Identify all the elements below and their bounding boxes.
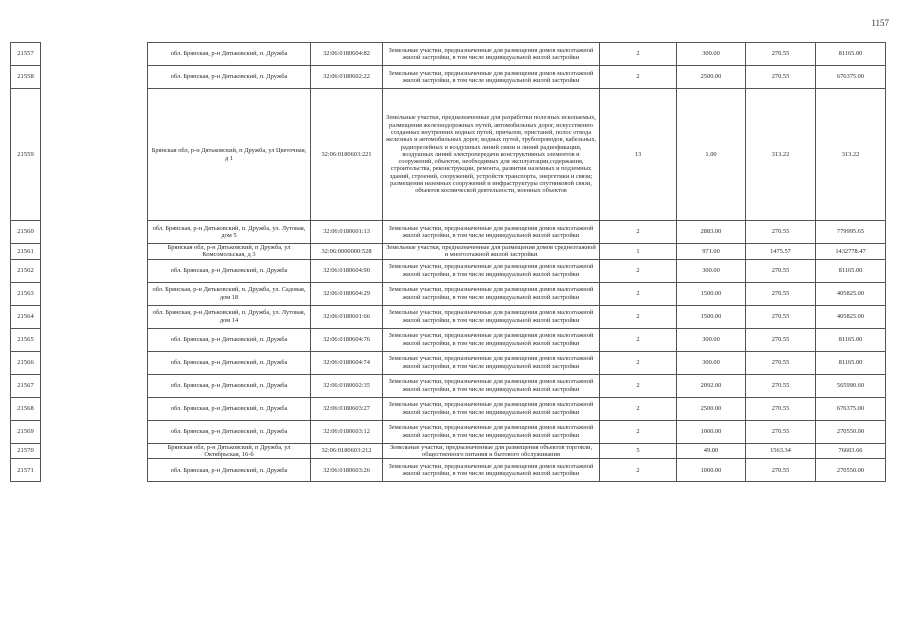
spacer-cell: [41, 89, 148, 221]
address-cell: обл. Брянская, р-н Дятьковский, п. Дружба: [148, 66, 311, 89]
cadastral-table-sheet: [10, 42, 886, 482]
cadastral-value-cell: 81165.00: [816, 328, 886, 351]
table-row: [11, 374, 886, 397]
cadastral-number-cell: 32:06:0180604:82: [311, 43, 383, 66]
group-cell: 2: [600, 459, 677, 482]
cadastral-value-cell: 405825.00: [816, 282, 886, 305]
spacer-cell: [41, 459, 148, 482]
land-use-cell: Земельные участки, предназначенные для размещения домов малоэтажной жилой застройки, в том числе индивидуальной жилой застройки: [383, 351, 600, 374]
table-row: [11, 420, 886, 443]
land-use-cell: Земельные участки, предназначенные для размещения домов малоэтажной жилой застройки, в том числе индивидуальной жилой застройки: [383, 221, 600, 244]
spacer-cell: [41, 66, 148, 89]
cadastral-value-cell: 1432778.47: [816, 244, 886, 260]
rate-cell: 270.55: [746, 459, 816, 482]
area-cell: 2500.00: [677, 397, 746, 420]
address-cell: обл. Брянская, р-н Дятьковский, п. Дружба: [148, 420, 311, 443]
rate-cell: 1475.57: [746, 244, 816, 260]
land-use-cell: Земельные участки, предназначенные для размещения домов малоэтажной жилой застройки, в том числе индивидуальной жилой застройки: [383, 259, 600, 282]
address-cell: обл. Брянская, р-н Дятьковский, п. Дружба, ул. Лутовая, дом 5: [148, 221, 311, 244]
row-number-cell: 21557: [11, 43, 41, 66]
cadastral-number-cell: 32:06:0180603:212: [311, 443, 383, 459]
land-use-cell: Земельные участки, предназначенные для размещения объектов торговли, общественного питания и бытового обслуживания: [383, 443, 600, 459]
rate-cell: 270.55: [746, 328, 816, 351]
rate-cell: 270.55: [746, 66, 816, 89]
cadastral-number-cell: 32:06:0180601:66: [311, 305, 383, 328]
table-row: [11, 66, 886, 89]
group-cell: 2: [600, 351, 677, 374]
address-cell: Брянская обл, р-н Дятьковский, п Дружба, ул Цветочная, д 1: [148, 89, 311, 221]
rate-cell: 270.55: [746, 43, 816, 66]
row-number-cell: 21571: [11, 459, 41, 482]
group-cell: 5: [600, 443, 677, 459]
rate-cell: 270.55: [746, 420, 816, 443]
land-use-cell: Земельные участки, предназначенные для размещения домов малоэтажной жилой застройки, в том числе индивидуальной жилой застройки: [383, 397, 600, 420]
cadastral-value-cell: 779995.65: [816, 221, 886, 244]
group-cell: 2: [600, 66, 677, 89]
rate-cell: 270.55: [746, 374, 816, 397]
table-body: [11, 43, 886, 482]
cadastral-value-cell: 81165.00: [816, 351, 886, 374]
group-cell: 2: [600, 374, 677, 397]
group-cell: 2: [600, 259, 677, 282]
cadastral-number-cell: 32:06:0000000:528: [311, 244, 383, 260]
row-number-cell: 21570: [11, 443, 41, 459]
area-cell: 300.00: [677, 328, 746, 351]
land-use-cell: Земельные участки, предназначенные для размещения домов малоэтажной жилой застройки, в том числе индивидуальной жилой застройки: [383, 66, 600, 89]
spacer-cell: [41, 282, 148, 305]
spacer-cell: [41, 328, 148, 351]
spacer-cell: [41, 351, 148, 374]
cadastral-number-cell: 32:06:0180604:76: [311, 328, 383, 351]
area-cell: 2092.00: [677, 374, 746, 397]
table-row: [11, 282, 886, 305]
row-number-cell: 21569: [11, 420, 41, 443]
row-number-cell: 21563: [11, 282, 41, 305]
land-use-cell: Земельные участки, предназначенные для разработки полезных ископаемых, размещения железнодорожных путей, автомобильных дорог, искусственно созданных внутренних водных путей, причалов, пристаней, полос отвода железных и автомобильных дорог, водных путей, трубопроводов, кабельных, радиорелейных и воздушных линий связи и линий радиофикации, воздушных линий электропередачи конструктивных элементов и сооружений, объектов, необходимых для эксплуатации,содержания, строительства, реконструкции, ремонта, развития наземных и подземных зданий, строений, сооружений, устройств транспорта, энергетики и связи; размещения наземных сооружений и инфраструктуры спутниковой связи, объектов космической деятельности, военных объектов: [383, 89, 600, 221]
cadastral-number-cell: 32:06:0180601:13: [311, 221, 383, 244]
cadastral-number-cell: 32:06:0180603:26: [311, 459, 383, 482]
spacer-cell: [41, 305, 148, 328]
spacer-cell: [41, 43, 148, 66]
area-cell: 2500.00: [677, 66, 746, 89]
table-row: [11, 459, 886, 482]
spacer-cell: [41, 443, 148, 459]
group-cell: 2: [600, 305, 677, 328]
land-use-cell: Земельные участки, предназначенные для размещения домов малоэтажной жилой застройки, в том числе индивидуальной жилой застройки: [383, 374, 600, 397]
table-row: [11, 397, 886, 420]
area-cell: 971.00: [677, 244, 746, 260]
rate-cell: 270.55: [746, 259, 816, 282]
rate-cell: 1563.34: [746, 443, 816, 459]
land-use-cell: Земельные участки, предназначенные для размещения домов малоэтажной жилой застройки, в том числе индивидуальной жилой застройки: [383, 305, 600, 328]
address-cell: обл. Брянская, р-н Дятьковский, п. Дружба: [148, 328, 311, 351]
address-cell: обл. Брянская, р-н Дятьковский, п. Дружба: [148, 397, 311, 420]
area-cell: 1.00: [677, 89, 746, 221]
cadastral-value-cell: 676375.00: [816, 397, 886, 420]
land-use-cell: Земельные участки, предназначенные для размещения домов малоэтажной жилой застройки, в том числе индивидуальной жилой застройки: [383, 420, 600, 443]
land-use-cell: Земельные участки, предназначенные для размещения домов среднеэтажной и многоэтажной жилой застройки: [383, 244, 600, 260]
area-cell: 300.00: [677, 43, 746, 66]
land-use-cell: Земельные участки, предназначенные для размещения домов малоэтажной жилой застройки, в том числе индивидуальной жилой застройки: [383, 459, 600, 482]
group-cell: 1: [600, 244, 677, 260]
cadastral-value-cell: 270550.00: [816, 420, 886, 443]
group-cell: 2: [600, 397, 677, 420]
rate-cell: 270.55: [746, 305, 816, 328]
spacer-cell: [41, 374, 148, 397]
area-cell: 300.00: [677, 351, 746, 374]
address-cell: обл. Брянская, р-н Дятьковский, п. Дружба: [148, 43, 311, 66]
area-cell: 2883.00: [677, 221, 746, 244]
address-cell: обл. Брянская, р-н Дятьковский, п. Дружба: [148, 259, 311, 282]
area-cell: 1000.00: [677, 420, 746, 443]
cadastral-value-cell: 270550.00: [816, 459, 886, 482]
table-row: [11, 443, 886, 459]
row-number-cell: 21565: [11, 328, 41, 351]
address-cell: обл. Брянская, р-н Дятьковский, п. Дружба: [148, 459, 311, 482]
area-cell: 49.00: [677, 443, 746, 459]
cadastral-value-table: [10, 42, 886, 482]
row-number-cell: 21560: [11, 221, 41, 244]
spacer-cell: [41, 397, 148, 420]
cadastral-number-cell: 32:06:0180603:27: [311, 397, 383, 420]
rate-cell: 313.22: [746, 89, 816, 221]
table-row: [11, 351, 886, 374]
cadastral-value-cell: 565990.60: [816, 374, 886, 397]
rate-cell: 270.55: [746, 221, 816, 244]
row-number-cell: 21566: [11, 351, 41, 374]
group-cell: 13: [600, 89, 677, 221]
cadastral-value-cell: 81165.00: [816, 259, 886, 282]
row-number-cell: 21561: [11, 244, 41, 260]
cadastral-number-cell: 32:06:0180604:90: [311, 259, 383, 282]
area-cell: 1000.00: [677, 459, 746, 482]
spacer-cell: [41, 221, 148, 244]
address-cell: обл. Брянская, р-н Дятьковский, п. Дружба, ул. Садовая, дом 18: [148, 282, 311, 305]
row-number-cell: 21564: [11, 305, 41, 328]
area-cell: 1500.00: [677, 282, 746, 305]
land-use-cell: Земельные участки, предназначенные для размещения домов малоэтажной жилой застройки, в том числе индивидуальной жилой застройки: [383, 328, 600, 351]
spacer-cell: [41, 259, 148, 282]
row-number-cell: 21562: [11, 259, 41, 282]
address-cell: обл. Брянская, р-н Дятьковский, п. Дружба, ул. Лутовая, дом 14: [148, 305, 311, 328]
row-number-cell: 21568: [11, 397, 41, 420]
table-row: [11, 328, 886, 351]
group-cell: 2: [600, 328, 677, 351]
area-cell: 300.00: [677, 259, 746, 282]
rate-cell: 270.55: [746, 282, 816, 305]
table-row: [11, 89, 886, 221]
cadastral-number-cell: 32:06:0180604:29: [311, 282, 383, 305]
cadastral-value-cell: 676375.00: [816, 66, 886, 89]
cadastral-number-cell: 32:06:0180602:22: [311, 66, 383, 89]
group-cell: 2: [600, 221, 677, 244]
address-cell: обл. Брянская, р-н Дятьковский, п. Дружба: [148, 374, 311, 397]
table-row: [11, 259, 886, 282]
table-row: [11, 305, 886, 328]
table-row: [11, 221, 886, 244]
group-cell: 2: [600, 43, 677, 66]
land-use-cell: Земельные участки, предназначенные для размещения домов малоэтажной жилой застройки, в том числе индивидуальной жилой застройки: [383, 282, 600, 305]
cadastral-value-cell: 76603.66: [816, 443, 886, 459]
cadastral-value-cell: 313.22: [816, 89, 886, 221]
row-number-cell: 21558: [11, 66, 41, 89]
cadastral-number-cell: 32:06:0180604:74: [311, 351, 383, 374]
rate-cell: 270.55: [746, 351, 816, 374]
area-cell: 1500.00: [677, 305, 746, 328]
cadastral-value-cell: 405825.00: [816, 305, 886, 328]
table-row: [11, 43, 886, 66]
rate-cell: 270.55: [746, 397, 816, 420]
page-number: 1157: [871, 18, 889, 28]
row-number-cell: 21559: [11, 89, 41, 221]
land-use-cell: Земельные участки, предназначенные для размещения домов малоэтажной жилой застройки, в том числе индивидуальной жилой застройки: [383, 43, 600, 66]
spacer-cell: [41, 244, 148, 260]
address-cell: Брянская обл, р-н Дятьковский, п Дружба, ул Октябрьская, 16-б: [148, 443, 311, 459]
table-row: [11, 244, 886, 260]
group-cell: 2: [600, 282, 677, 305]
cadastral-value-cell: 81165.00: [816, 43, 886, 66]
cadastral-number-cell: 32:06:0180602:35: [311, 374, 383, 397]
cadastral-number-cell: 32:06:0180603:221: [311, 89, 383, 221]
address-cell: обл. Брянская, р-н Дятьковский, п. Дружба: [148, 351, 311, 374]
group-cell: 2: [600, 420, 677, 443]
cadastral-number-cell: 32:06:0180603:12: [311, 420, 383, 443]
address-cell: Брянская обл, р-н Дятьковский, п Дружба, ул Комсомольская, д 3: [148, 244, 311, 260]
row-number-cell: 21567: [11, 374, 41, 397]
spacer-cell: [41, 420, 148, 443]
